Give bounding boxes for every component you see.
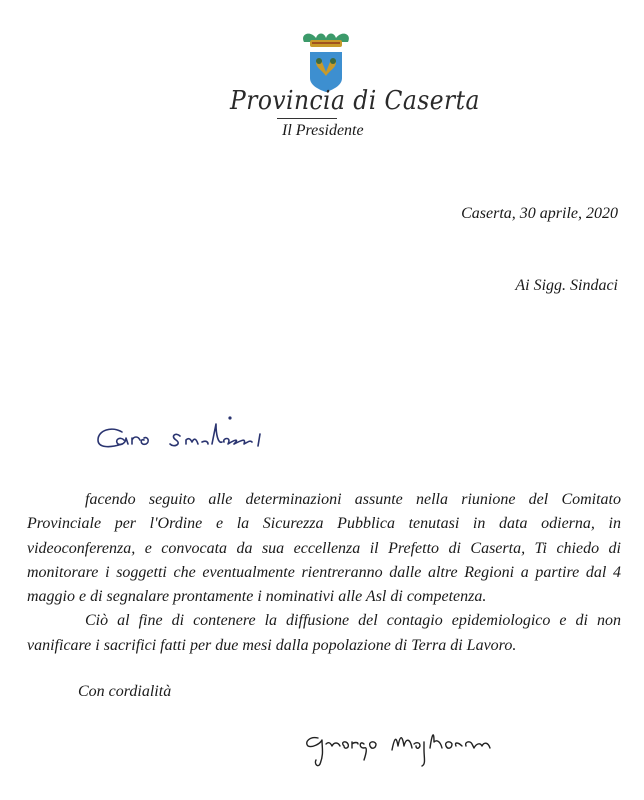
organization-name: Provincia di Caserta [230,86,480,116]
sender-role: Il Presidente [282,122,364,139]
body-paragraph: facendo seguito alle determinazioni assunte nella riunione del Comitato Provinciale per l'Ordine e la Sicurezza Pubblica tenutasi in data odierna, in videoconferenza, e convocata da sua eccellenza il Prefetto di Caserta, Ti chiedo di monitorare i soggetti che eventualmente rientreranno dalle altre Regioni a partire dal 4 maggio e di segnalare prontamente i nominativi alle Asl di competenza. [27,491,621,606]
letterhead-divider [277,118,337,119]
closing: Con cordialità [78,683,172,700]
letter-body [27,488,621,658]
body-paragraph: Ciò al fine di contenere la diffusione del contagio epidemiologico e di non vanificare i sacrifici fatti per due mesi dalla popolazione di Terra di Lavoro. [27,612,621,654]
provincia-crest-icon [296,28,356,94]
place-date: Caserta, 30 aprile, 2020 [461,205,618,222]
handwritten-salutation [94,414,344,464]
handwritten-signature [300,720,550,775]
recipient: Ai Sigg. Sindaci [515,277,618,294]
